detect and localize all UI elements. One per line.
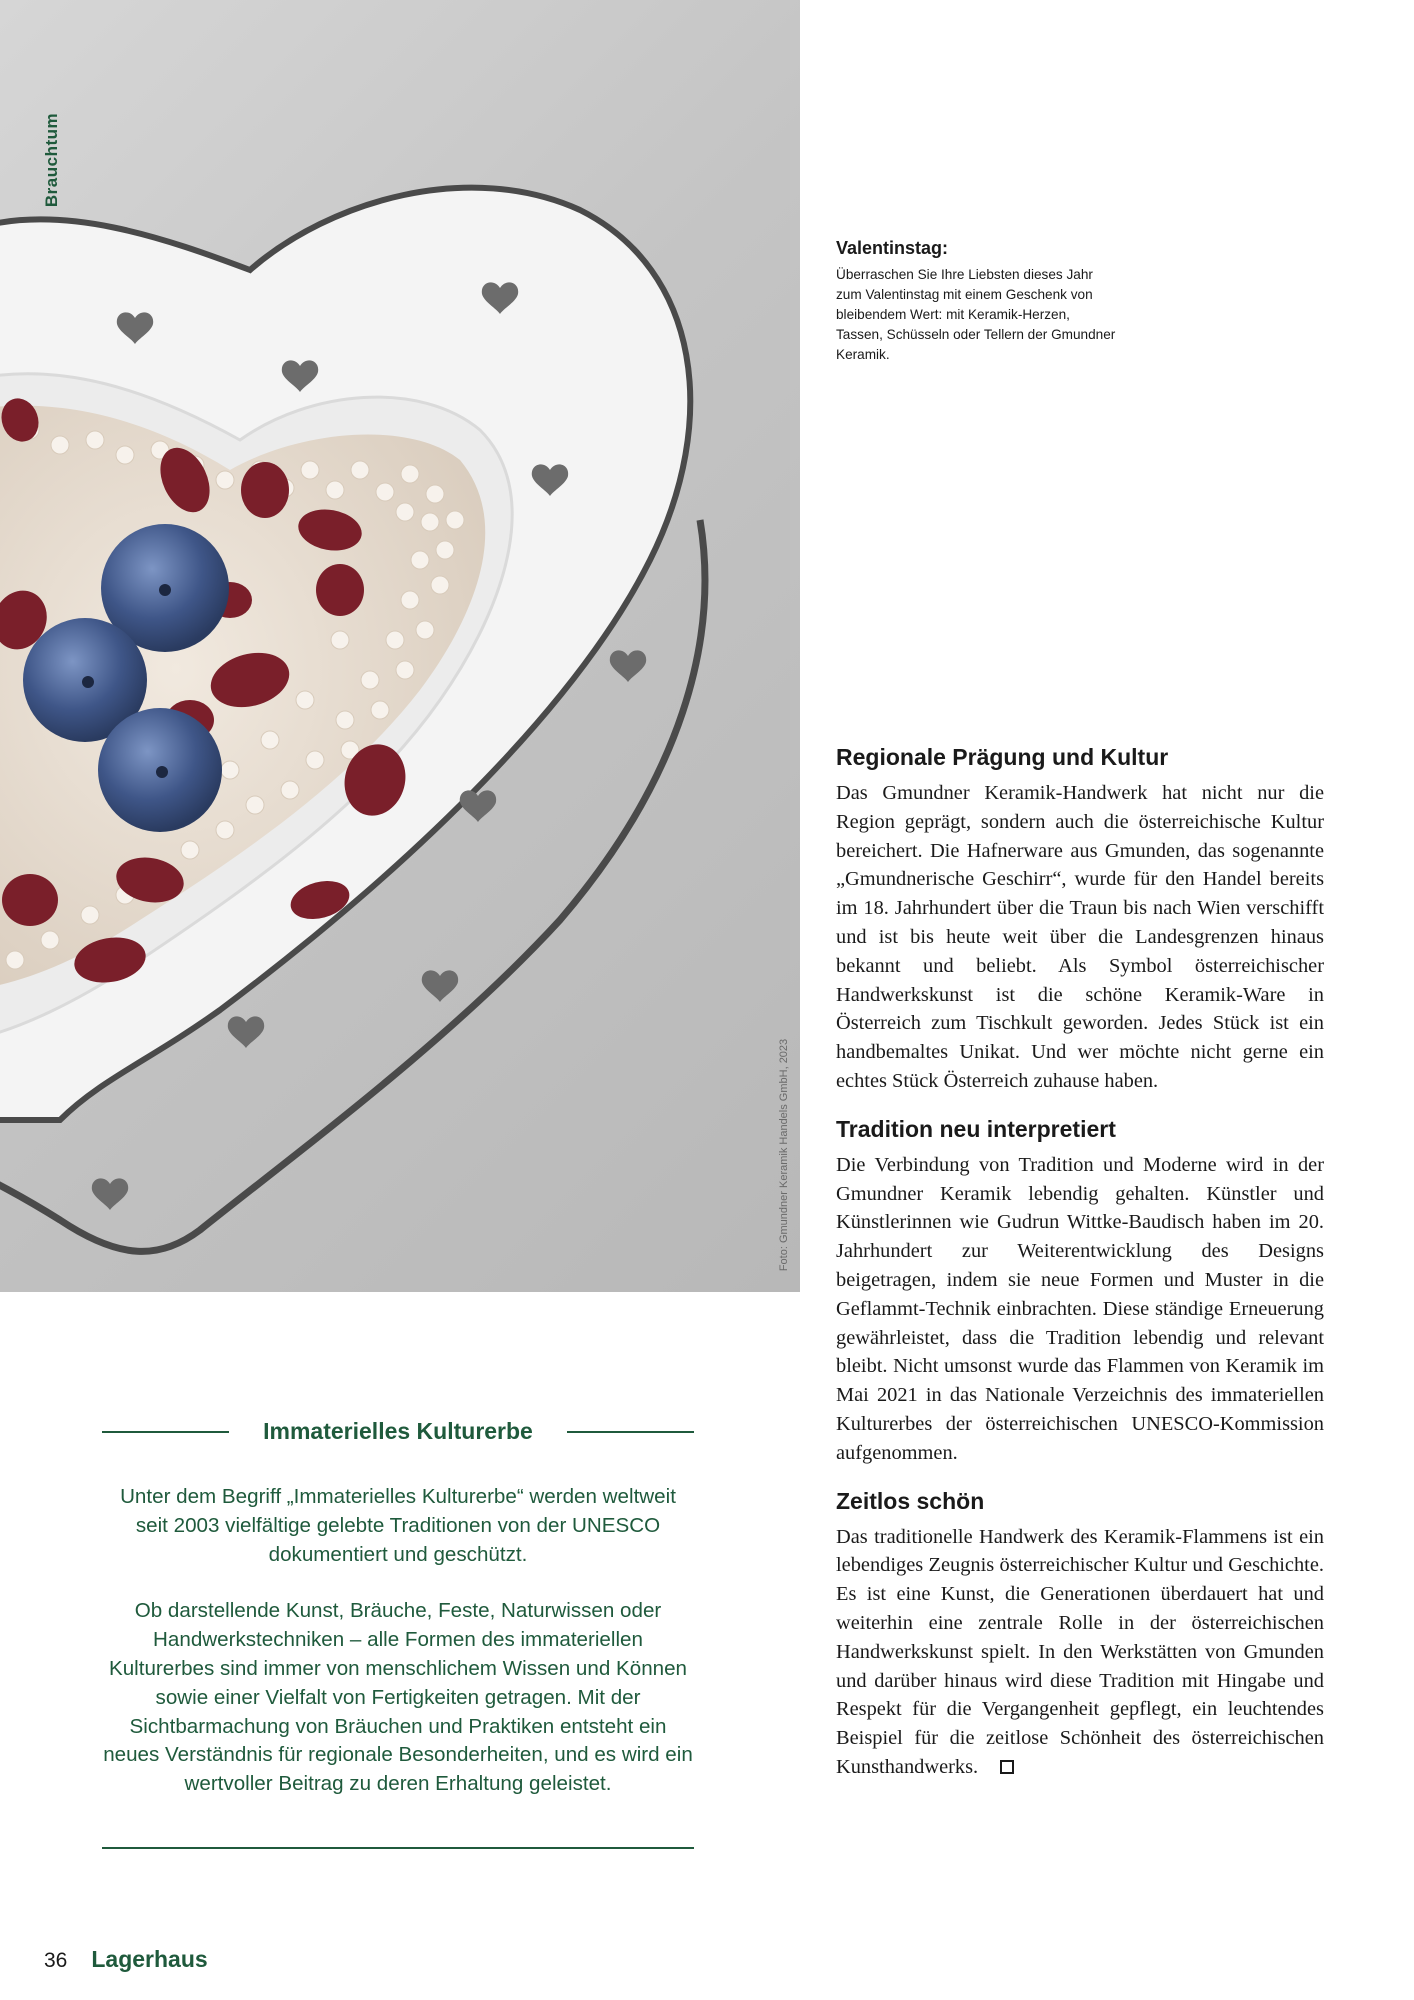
infobox-header <box>102 1418 694 1445</box>
page-number: 36 <box>44 1949 68 1972</box>
paragraph-zeitlos-schoen: Das traditionelle Handwerk des Keramik-Flammens ist ein lebendiges Zeugnis österreichischer Kultur und Geschichte. Es ist eine Kunst, die Generationen überdauert hat und weiterhin eine zentrale Rolle in der österreichischen Handwerkskunst spielt. In den Werkstätten von Gmunden und darüber hinaus wird diese Tradition mit Hingabe und Respekt für die Vergangenheit gepflegt, ein leuchtendes Beispiel für die zeitlose Schönheit des österreichischen Kunsthandwerks. <box>836 1525 1324 1778</box>
brand-name: Lagerhaus <box>91 1946 208 1972</box>
infobox-kulturerbe <box>102 1418 694 1849</box>
end-of-article-icon <box>1000 1760 1014 1774</box>
infobox-rule-bottom <box>102 1847 694 1849</box>
caption-title: Valentinstag: <box>836 238 949 258</box>
photo-caption <box>836 238 1116 365</box>
hero-photo <box>0 0 800 1292</box>
infobox-paragraph-1: Unter dem Begriff „Immaterielles Kulturerbe“ werden weltweit seit 2003 vielfältige gelebte Traditionen von der UNESCO dokumentiert und geschützt. <box>120 1485 676 1566</box>
infobox-rule-left <box>102 1431 229 1433</box>
infobox-rule-right <box>567 1431 694 1433</box>
caption-text: Überraschen Sie Ihre Liebsten dieses Jahr zum Valentinstag mit einem Geschenk von bleibendem Wert: mit Keramik-Herzen, Tassen, Schüsseln oder Tellern der Gmundner Keramik. <box>836 267 1116 362</box>
infobox-body <box>102 1483 694 1799</box>
paragraph-tradition-neu: Die Verbindung von Tradition und Moderne wird in der Gmundner Keramik lebendig gehalten. Künstler und Künstlerinnen wie Gudrun Wittke-Baudisch haben im 20. Jahrhundert zur Weiterentwicklung des Designs beigetragen, indem sie neue Formen und Muster in die Geflammt-Technik einbrachten. Diese ständige Erneuerung gewährleistet, dass die Tradition lebendig und relevant bleibt. Nicht umsonst wurde das Flammen von Keramik im Mai 2021 in das Nationale Verzeichnis des immateriellen Kulturerbes der österreichischen UNESCO-Kommission aufgenommen. <box>836 1153 1324 1464</box>
infobox-title: Immaterielles Kulturerbe <box>263 1418 533 1444</box>
paragraph-zeitlos-schoen-wrapper <box>836 1523 1324 1782</box>
section-label <box>26 80 78 240</box>
photo-credit-text: Foto: Gmundner Keramik Handels GmbH, 2023 <box>778 1038 791 1272</box>
heading-tradition-neu: Tradition neu interpretiert <box>836 1115 1116 1142</box>
paragraph-regionale-praegung: Das Gmundner Keramik-Handwerk hat nicht nur die Region geprägt, sondern auch die österreichische Kultur bereichert. Die Hafnerware aus Gmunden, das sogenannte „Gmundnerische Geschirr“, wurde für den Handel bereits im 18. Jahrhundert über die Traun bis nach Wien verschifft und ist bis heute weit über die Landesgrenzen hinaus bekannt und beliebt. Als Symbol österreichischer Handwerkskunst ist die schöne Keramik-Ware in Österreich zum Tischkult geworden. Jedes Stück ist ein handbemaltes Unikat. Und wer möchte nicht gerne ein echtes Stück Österreich zuhause haben. <box>836 782 1324 1092</box>
article <box>836 744 1324 1802</box>
heading-zeitlos-schoen: Zeitlos schön <box>836 1487 985 1514</box>
heart-bowl-illustration <box>0 0 800 1292</box>
page-footer <box>44 1946 208 1973</box>
section-label-text: Brauchtum <box>42 112 62 208</box>
infobox-paragraph-2: Ob darstellende Kunst, Bräuche, Feste, Naturwissen oder Handwerkstechniken – alle Formen des immateriellen Kulturerbes sind immer von menschlichem Wissen und Können sowie einer Vielfalt von Fertigkeiten getragen. Mit der Sichtbarmachung von Bräuchen und Praktiken entsteht ein neues Verständnis für regionale Besonderheiten, und es wird ein wertvoller Beitrag zu deren Erhaltung geleistet. <box>103 1599 693 1796</box>
heading-regionale-praegung: Regionale Prägung und Kultur <box>836 744 1169 770</box>
photo-credit <box>770 1020 798 1290</box>
